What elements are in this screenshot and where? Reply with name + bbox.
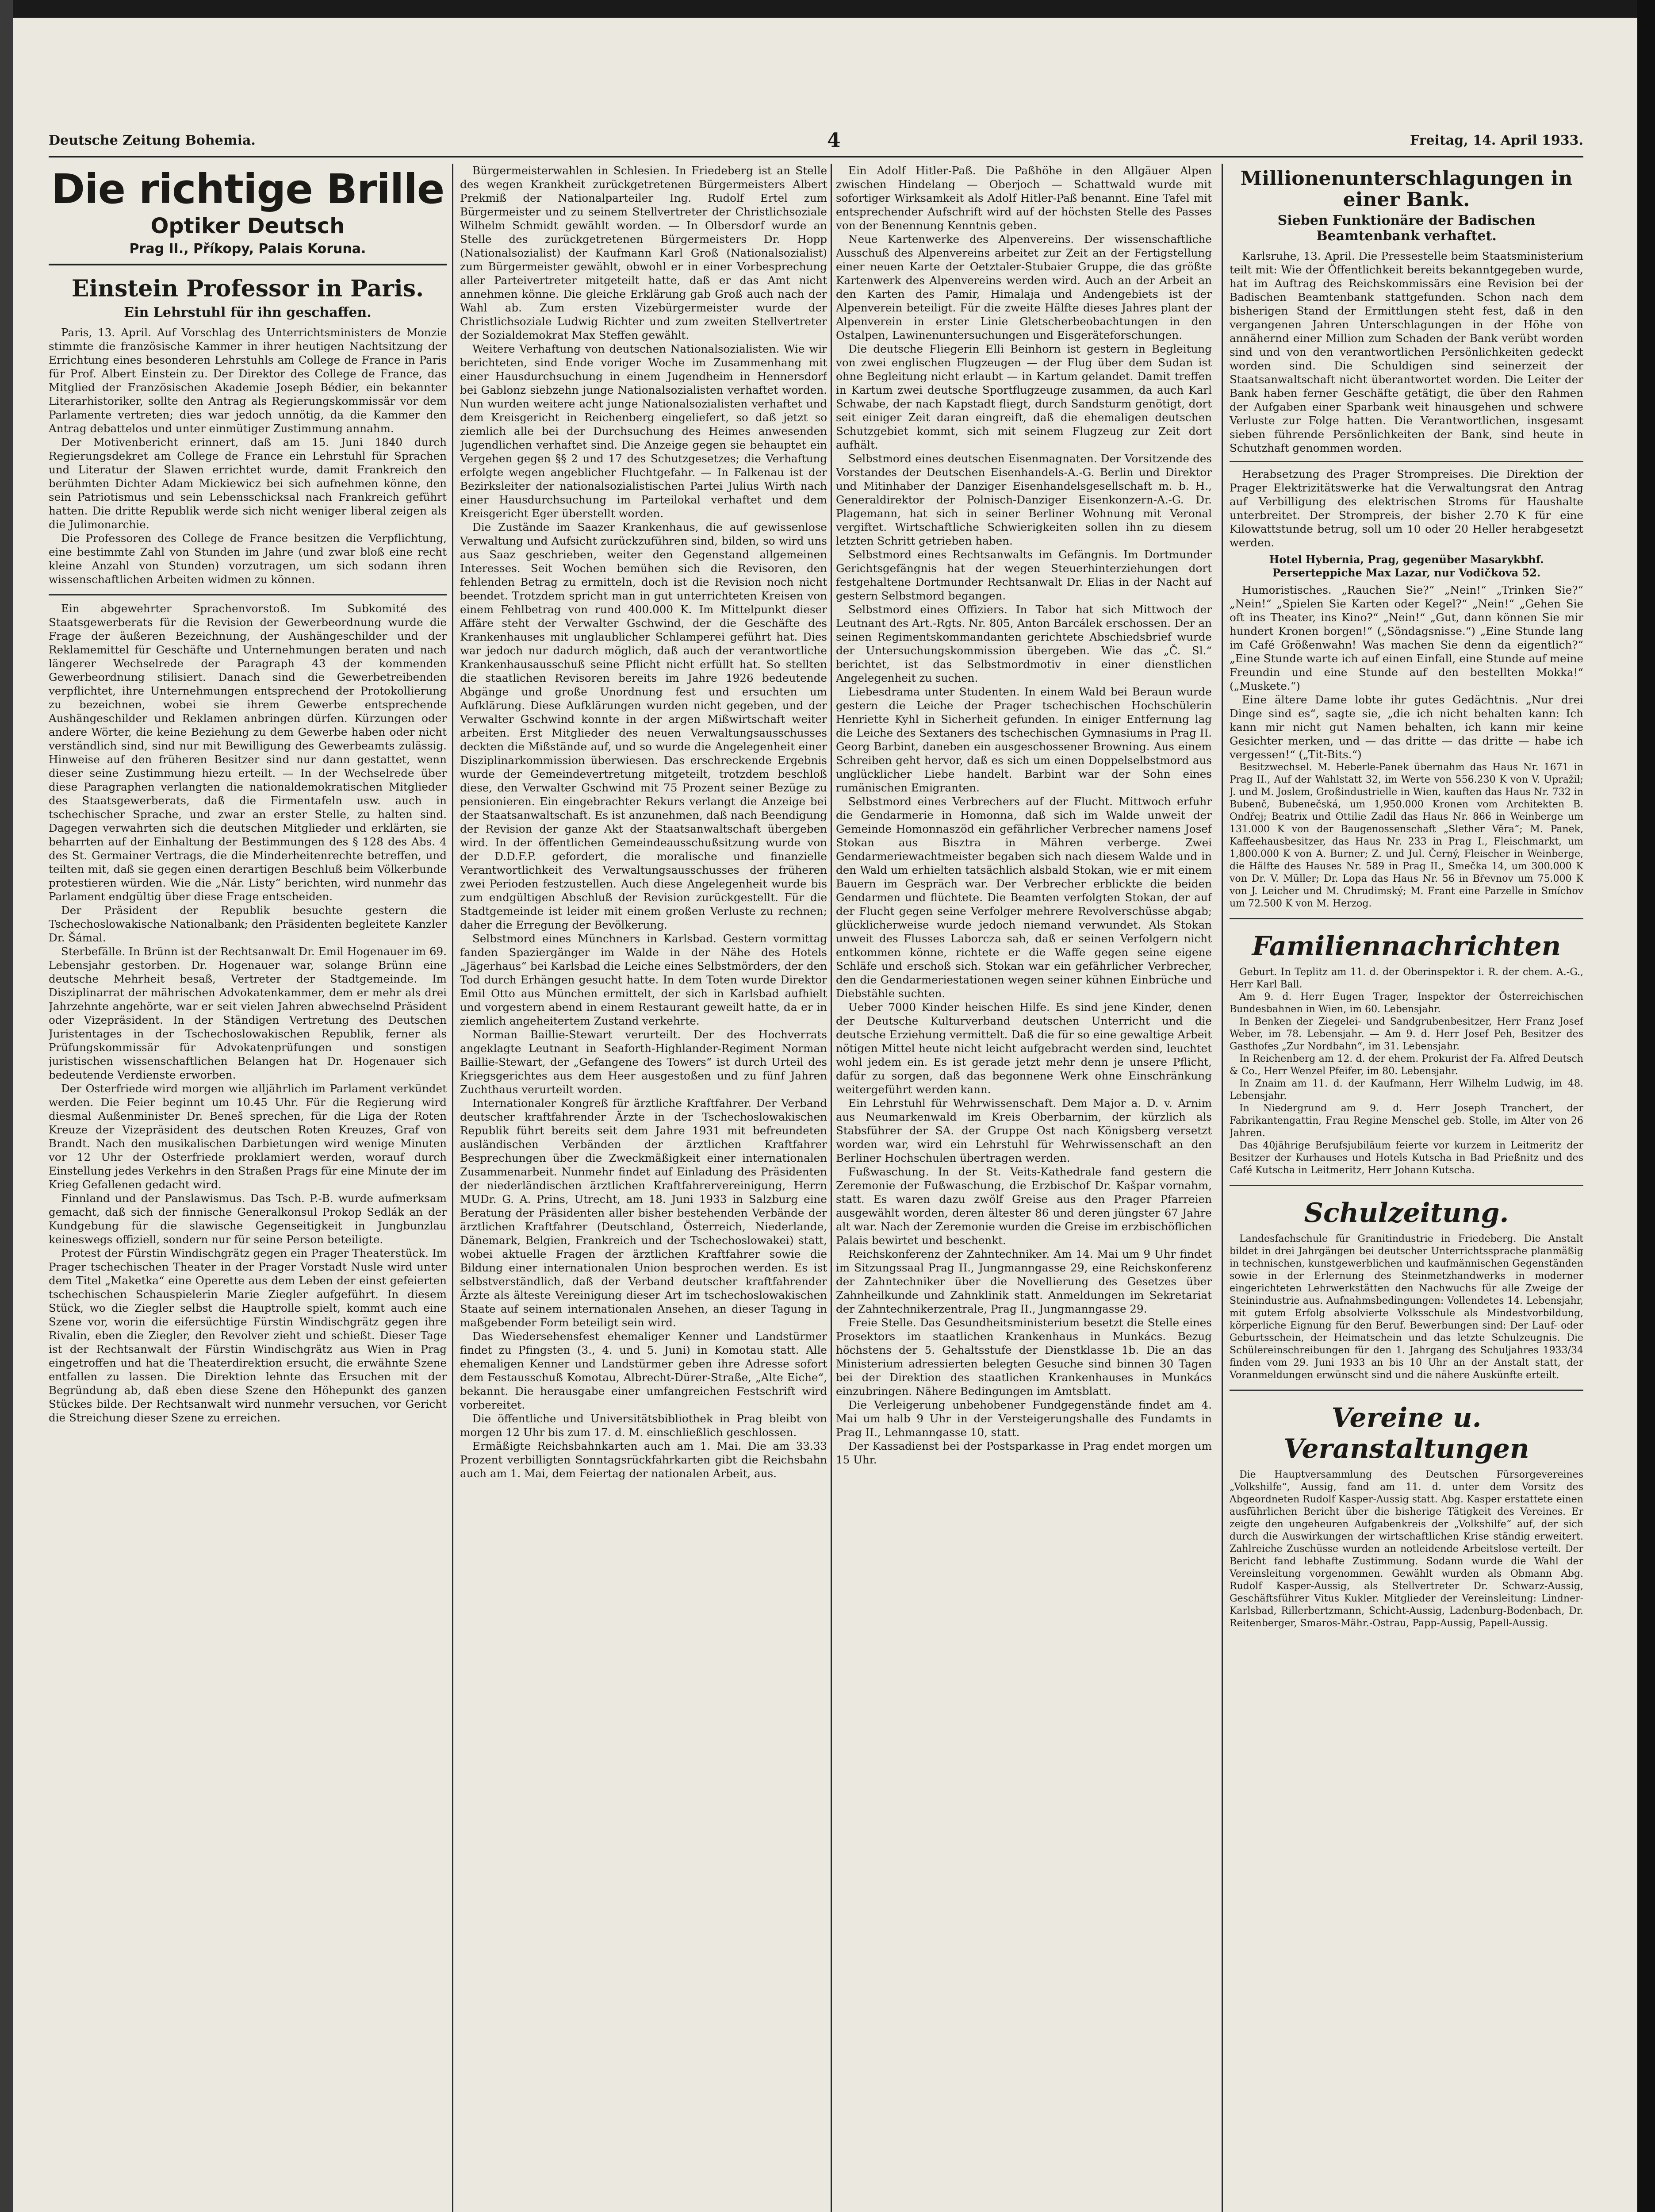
family-notice: Am 9. d. Herr Eugen Trager, Inspektor der Österreichischen Bundesbahnen in Wien, im 60. Lebensjahr. (1230, 991, 1583, 1015)
news-item: Protest der Fürstin Windischgrätz gegen ein Prager Theaterstück. Im Prager tschechischen Theater in der Prager Vorstadt Nusle wird unter dem Titel „Maketka“ eine Operette aus dem Leben der einst gefeierten tschechischen Schauspielerin Marie Ziegler aufgeführt. In diesem Stück, wo die Ziegler selbst die Hauptrolle spielt, kommt auch eine Szene vor, worin die eifersüchtige Fürstin Windischgrätz gegen ihre Rivalin, eben die Ziegler, den Revolver zieht und schießt. Dieser Tage ist der Rechtsanwalt der Fürstin Windischgrätz aus Wien in Prag eingetroffen und hat die Theaterdirektion ersucht, die erwähnte Szene entfallen zu lassen. Die Direktion lehnte das Ersuchen mit der Begründung ab, daß eben diese Szene den Höhepunkt des ganzen Stückes bilde. Der Rechtsanwalt wird nunmehr versuchen, vor Gericht die Streichung dieser Szene zu erreichen. (49, 1246, 447, 1424)
column-1 (49, 164, 447, 2212)
advertisement-line: Hotel Hybernia, Prag, gegenüber Masarykbhf. Perserteppiche Max Lazar, nur Vodičkova 52. (1269, 553, 1544, 579)
article-subheadline: Sieben Funktionäre der Badischen Beamtenbank verhaftet. (1277, 212, 1536, 244)
article-paragraph: Karlsruhe, 13. April. Die Pressestelle beim Staatsministerium teilt mit: Wie der Öffentlichkeit bereits bekanntgegeben wurde, hat im Auftrag des Reichskommissärs eine Revision bei der Badischen Beamtenbank stattgefunden. Schon nach dem bisherigen Stand der Ermittlungen steht fest, daß in den vergangenen Jahren Unterschlagungen in der Höhe von annähernd einer Million zum Schaden der Bank verübt worden sind und von den verantwortlichen Persönlichkeiten gedeckt worden sind. Die Schuldigen sind seinerzeit der Staatsanwaltschaft nicht überantwortet worden. Die Leiter der Bank haben ferner Geschäfte getätigt, die über den Rahmen der Aufgaben einer Sparbank weit hinausgehen und schwere Verluste zur Folge hatten. Die Verantwortlichen, insgesamt sieben führende Persönlichkeiten der Bank, sind heute in Schutzhaft genommen worden. (1230, 249, 1583, 454)
news-item: Selbstmord eines deutschen Eisenmagnaten. Der Vorsitzende des Vorstandes der Deutschen Eisenhandels-A.-G. Berlin und Direktor und Mitinhaber der Danziger Eisenhandelsgesellschaft m. b. H., Generaldirektor der Polnisch-Danziger Eisenkonzern-A.-G. Dr. Plagemann, hat sich in seiner Berliner Wohnung mit Veronal vergiftet. Wirtschaftliche Schwierigkeiten sollen ihn zu diesem letzten Schritt getrieben haben. (836, 452, 1212, 547)
issue-date: Freitag, 14. April 1933. (1410, 133, 1583, 148)
news-item: Ein Lehrstuhl für Wehrwissenschaft. Dem Major a. D. v. Arnim aus Neumarkenwald im Kreis Oberbarnim, der kürzlich als Stabsführer der SA. der Gruppe Ost nach Königsberg versetzt worden war, wird ein Lehrstuhl für Wehrwissenschaft an den Berliner Hochschulen übertragen werden. (836, 1097, 1212, 1164)
paper-name: Deutsche Zeitung Bohemia. (49, 133, 256, 148)
article-paragraph: Paris, 13. April. Auf Vorschlag des Unterrichtsministers de Monzie stimmte die französische Kammer in ihrer heutigen Nachtsitzung der Errichtung eines besonderen Lehrstuhls am College de France in Paris für Prof. Albert Einstein zu. Der Direktor des College de France, das Mitglied der Französischen Akademie Joseph Bédier, ein bekannter Literarhistoriker, sollte den Antrag als Regierungskommissär vor dem Parlamente vertreten; dies war jedoch unnötig, da die Kammer den Antrag debattelos und unter einmütiger Zustimmung annahm. (49, 326, 447, 435)
news-item: Reichskonferenz der Zahntechniker. Am 14. Mai um 9 Uhr findet im Sitzungssaal Prag II., Jungmanngasse 29, eine Reichskonferenz der Zahntechniker über die Novellierung des Gesetzes über Zahnheilkunde und Zahnklinik statt. Anmeldungen im Sekretariat der Zahntechnikerzentrale, Prag II., Jungmanngasse 29. (836, 1248, 1212, 1315)
optician-advertisement (49, 164, 447, 265)
news-item: Die öffentliche und Universitätsbibliothek in Prag bleibt von morgen 12 Uhr bis zum 17. d. M. einschließlich geschlossen. (460, 1412, 827, 1439)
ad-subtitle: Optiker Deutsch (150, 213, 345, 238)
news-item: Selbstmord eines Münchners in Karlsbad. Gestern vormittag fanden Spaziergänger im Walde in der Nähe des Hotels „Jägerhaus“ bei Karlsbad die Leiche eines Selbstmörders, der den Tod durch Erhängen gesucht hatte. In dem Toten wurde Direktor Emil Otto aus München ermittelt, der sich in Karlsbad aufhielt und vorgestern abend in einem Restaurant geweilt hatte, da er in ziemlich angeheitertem Zustand verkehrte. (460, 932, 827, 1027)
column-3 (836, 164, 1212, 2212)
news-item: Internationaler Kongreß für ärztliche Kraftfahrer. Der Verband deutscher kraftfahrender Ärzte in der Tschechoslowakischen Republik führt bereits seit dem Jahre 1931 mit befreundeten ausländischen Verbänden der ärztlichen Kraftfahrer Besprechungen über die Zweckmäßigkeit einer internationalen Zusammenarbeit. Nunmehr findet auf Einladung des Präsidenten der niederländischen ärztlichen Kraftfahrervereinigung, Herrn MUDr. G. A. Prins, Utrecht, am 18. Juni 1933 in Salzburg eine Beratung der Präsidenten aller bisher bestehenden Verbände der ärztlichen Kraftfahrer (Deutschland, Österreich, Niederlande, Dänemark, Belgien, Frankreich und der Tschechoslowakei) statt, wobei aktuelle Fragen der ärztlichen Kraftfahrer sowie die Bildung einer internationalen Union besprochen werden. Es ist selbstverständlich, daß der Verband deutscher kraftfahrender Ärzte als älteste Vereinigung dieser Art im tschechoslowakischen Staate auf seinem internationalen Ansehen, an dieser Tagung in maßgebender Form beteiligt sein wird. (460, 1097, 827, 1329)
school-notice: Landesfachschule für Granitindustrie in Friedeberg. Die Anstalt bildet in drei Jahrgängen bei deutscher Unterrichtssprache planmäßig in technischen, kunstgewerblichen und kaufmännischen Gegenständen sowie in der Erlernung des Steinmetzhandwerks in moderner eingerichteten Lehrwerkstätten den Nachwuchs für alle Zweige der Steinindustrie aus. Aufnahmsbedingungen: Vollendetes 14. Lebensjahr, mit gutem Erfolg absolvierte Volksschule als Mindestvorbildung, körperliche Eignung für den Beruf. Bewerbungen sind: Der Lauf- oder Geburtsschein, der Heimatschein und das letzte Schulzeugnis. Die Schülereinschreibungen für den 1. Jahrgang des Schuljahres 1933/34 finden vom 29. Juni 1933 an bis 10 Uhr an der Anstalt statt, der Voranmeldungen erwünscht sind und die nähere Auskünfte erteilt. (1230, 1233, 1583, 1381)
event-notice: Die Hauptversammlung des Deutschen Fürsorgevereines „Volkshilfe“, Aussig, fand am 11. d. unter dem Vorsitz des Abgeordneten Rudolf Kasper-Aussig statt. Abg. Kasper erstattete einen ausführlichen Bericht über die bisherige Tätigkeit des Vereines. Er zeigte den ungeheuren Aufgabenkreis der „Volkshilfe“ auf, der sich durch die Auswirkungen der wirtschaftlichen Krise ständig erweitert. Zahlreiche Zuschüsse wurden an notleidende Arbeitslose verteilt. Der Bericht fand lebhafte Zustimmung. Sodann wurde die Wahl der Vereinsleitung vorgenommen. Gewählt wurden als Obmann Abg. Rudolf Kasper-Aussig, als Stellvertreter Dr. Schwarz-Aussig, Geschäftsführer Vitus Kukler. Mitglieder der Vereinsleitung: Lindner-Karlsbad, Rillerbertzmann, Schicht-Aussig, Ladenburg-Bodenbach, Dr. Reitenberger, Smaros-Mähr.-Ostrau, Papp-Aussig, Papell-Aussig. (1230, 1469, 1583, 1629)
section-rule (1230, 1185, 1583, 1186)
news-item: Das Wiedersehensfest ehemaliger Kenner und Landstürmer findet zu Pfingsten (3., 4. und 5. Juni) in Komotau statt. Alle ehemaligen Kenner und Landstürmer geben ihre Adresse sofort dem Festausschuß Komotau, Albrecht-Dürer-Straße, „Alte Eiche“, bekannt. Die herausgabe einer umfangreichen Festschrift wird vorbereitet. (460, 1330, 827, 1411)
humor-item: Humoristisches. „Rauchen Sie?“ „Nein!“ „Trinken Sie?“ „Nein!“ „Spielen Sie Karten oder Kegel?“ „Nein!“ „Gehen Sie oft ins Theater, ins Kino?“ „Nein!“ „Gut, dann können Sie mir hundert Kronen borgen!“ („Söndagsnisse.“) „Eine Stunde lang im Café Größenwahn! Was machen Sie denn da eigentlich?“ „Eine Stunde warte ich auf einen Einfall, eine Stunde auf meine Freundin und eine Stunde auf den bestellten Mokka!“ („Muskete.“) (1230, 583, 1583, 692)
family-notice: Geburt. In Teplitz am 11. d. der Oberinspektor i. R. der chem. A.-G., Herr Karl Ball. (1230, 966, 1583, 990)
news-item: Selbstmord eines Offiziers. In Tabor hat sich Mittwoch der Leutnant des Art.-Rgts. Nr. 805, Anton Barcálek erschossen. Der an seinen Regimentskommandanten gerichtete Abschiedsbrief wurde der Untersuchungskommission übergeben. Wie das „Č. Sl.“ berichtet, ist das Selbstmordmotiv in einer dienstlichen Angelegenheit zu suchen. (836, 603, 1212, 684)
news-item: Herabsetzung des Prager Strompreises. Die Direktion der Prager Elektrizitätswerke hat die Verwaltungsrat den Antrag auf Verbilligung des elektrischen Stroms für Haushalte unterbreitet. Der Strompreis, der bisher 2.70 K für eine Kilowattstunde betrug, soll um 10 oder 20 Heller herabgesetzt werden. (1230, 467, 1583, 549)
family-notice: In Znaim am 11. d. der Kaufmann, Herr Wilhelm Ludwig, im 48. Lebensjahr. (1230, 1078, 1583, 1102)
news-item: Ein Adolf Hitler-Paß. Die Paßhöhe in den Allgäuer Alpen zwischen Hindelang — Oberjoch — Schattwald wurde mit sofortiger Wirksamkeit als Adolf Hitler-Paß benannt. Eine Tafel mit entsprechender Aufschrift wird auf der höchsten Stelle des Passes von der Benennung Kenntnis geben. (836, 164, 1212, 232)
article-paragraph: Die Professoren des College de France besitzen die Verpflichtung, eine bestimmte Zahl von Stunden im Jahre (und zwar bloß eine recht kleine Anzahl von Stunden) vorzutragen, um sich sodann ihren wissenschaftlichen Arbeiten widmen zu können. (49, 531, 447, 586)
header-rule (49, 156, 1583, 157)
section-heading: Familiennachrichten (1252, 930, 1561, 962)
family-notice: In Niedergrund am 9. d. Herr Joseph Tranchert, der Fabrikantengattin, Frau Regine Menschel geb. Stolle, im Alter von 26 Jahren. (1230, 1102, 1583, 1139)
scan-edge-left (0, 0, 13, 2212)
news-item: Bürgermeisterwahlen in Schlesien. In Friedeberg ist an Stelle des wegen Krankheit zurückgetretenen Bürgermeisters Albert Prekmiß der Nationalparteiler Ing. Rudolf Ertel zum Bürgermeister und zu seinem Stellvertreter der Christlichsoziale Wilhelm Schmidt gewählt worden. — In Olbersdorf wurde an Stelle des zurückgetretenen Bürgermeisters Dr. Hopp (Nationalsozialist) der Kaufmann Karl Groß (Nationalsozialist) zum Bürgermeister gewählt, obwohl er in einer Vorbesprechung aller Parteivertreter mitgeteilt hatte, daß er das Amt nicht annehmen könne. Die gleiche Erklärung gab Groß auch nach der Wahl ab. Zum ersten Vizebürgermeister wurde der Christlichsoziale Ludwig Richter und zum zweiten Stellvertreter der Sozialdemokrat Max Steffen gewählt. (460, 164, 827, 342)
ad-title: Die richtige Brille (51, 165, 444, 213)
family-notice: In Reichenberg am 12. d. der ehem. Prokurist der Fa. Alfred Deutsch & Co., Herr Wenzel Pfeifer, im 80. Lebensjahr. (1230, 1053, 1583, 1077)
article-paragraph: Der Motivenbericht erinnert, daß am 15. Juni 1840 durch Regierungsdekret am College de France ein Lehrstuhl für Sprachen und Literatur der Slawen errichtet wurde, damit Frankreich den berühmten Dichter Adam Mickiewicz bei sich aufnehmen könne, den sein Patriotismus und sein Lebensschicksal nach Frankreich geführt hatten. Die dritte Republik werde sich nicht weniger liberal zeigen als die Julimonarchie. (49, 435, 447, 531)
news-item: Norman Baillie-Stewart verurteilt. Der des Hochverrats angeklagte Leutnant in Seaforth-Highlander-Regiment Norman Baillie-Stewart, der „Gefangene des Towers“ ist durch Urteil des Kriegsgerichtes aus dem Heer ausgestoßen und zu fünf Jahren Zuchthaus verurteilt worden. (460, 1028, 827, 1096)
news-item: Der Kassadienst bei der Postsparkasse in Prag endet morgen um 15 Uhr. (836, 1440, 1212, 1466)
column-divider (452, 164, 453, 2212)
section-heading: Vereine u. Veranstaltungen (1283, 1402, 1529, 1464)
news-item: Die Verleigerung unbehobener Fundgegenstände findet am 4. Mai um halb 9 Uhr in der Versteigerungshalle des Fundamts in Prag II., Lehmanngasse 10, statt. (836, 1398, 1212, 1439)
page-number: 4 (827, 129, 841, 152)
news-item: Weitere Verhaftung von deutschen Nationalsozialisten. Wie wir berichteten, sind Ende voriger Woche im Zusammenhang mit einer Hausdurchsuchung in einem Jugendheim in Hennersdorf bei Gablonz siebzehn junge Nationalsozialisten verhaftet worden. Nun wurden weitere acht junge Nationalsozialisten verhaftet und dem Kreisgericht in Reichenberg eingeliefert, so daß jetzt so ziemlich alle bei der Durchsuchung des Heimes anwesenden Jugendlichen verhaftet sind. Die Anzeige gegen sie behauptet ein Vergehen gegen §§ 2 und 17 des Schutzgesetzes; die Verhaftung erfolgte wegen angeblicher Fluchtgefahr. — In Falkenau ist der Bezirksleiter der nationalsozialistischen Partei Julius Wirth nach einer Hausdurchsuchung im Parteilokal verhaftet und dem Kreisgericht Eger überstellt worden. (460, 342, 827, 520)
news-item: Selbstmord eines Rechtsanwalts im Gefängnis. Im Dortmunder Gerichtsgefängnis hat der wegen Steuerhinterziehungen dort festgehaltene Dortmunder Rechtsanwalt Dr. Elias in der Nacht auf gestern Selbstmord begangen. (836, 548, 1212, 602)
section-rule (1230, 1390, 1583, 1391)
scan-edge-right (1637, 0, 1655, 2212)
news-item: Liebesdrama unter Studenten. In einem Wald bei Beraun wurde gestern die Leiche der Prager tschechischen Hochschülerin Henriette Kyhl in Sicherheit gefunden. In einiger Entfernung lag die Leiche des Sextaners des tschechischen Gymnasiums in Prag II. Georg Barbint, daneben ein ausgeschossener Browning. Aus einem Schreiben geht hervor, daß es sich um einen Doppelselbstmord aus unglücklicher Liebe handelt. Barbint war der Sohn eines rumänischen Emigranten. (836, 685, 1212, 794)
section-rule (1230, 461, 1583, 462)
news-item: Neue Kartenwerke des Alpenvereins. Der wissenschaftliche Ausschuß des Alpenvereins arbeitet zur Zeit an der Fertigstellung einer neuen Karte der Oetztaler-Stubaier Gruppe, die das größte Kartenwerk des Alpenvereins werden wird. Auch an der Arbeit an den Karten des Pamir, Himalaja und Andengebiets ist der Alpenverein beteiligt. Für die zweite Hälfte dieses Jahres plant der Alpenverein in erster Linie Gletscherbeobachtungen in den Ostalpen, Lawinenuntersuchungen und Eisgeräteforschungen. (836, 233, 1212, 342)
news-item: Sterbefälle. In Brünn ist der Rechtsanwalt Dr. Emil Hogenauer im 69. Lebensjahr gestorben. Dr. Hogenauer war, solange Brünn eine deutsche Mehrheit besaß, Vertreter der Stadtgemeinde. Im Disziplinarrat der mährischen Advokatenkammer, dem er mehr als drei Jahrzehnte angehörte, war er seit vielen Jahren abwechselnd Präsident oder Vizepräsident. In der Ständigen Vertretung des Deutschen Juristentages in der Tschechoslowakischen Republik, ferner als Prüfungskommissär für Advokatenprüfungen und sonstigen juristischen wissenschaftlichen Belangen hat Dr. Hogenauer sich bedeutende Verdienste erworben. (49, 945, 447, 1081)
section-rule (1230, 918, 1583, 919)
column-divider (1222, 164, 1223, 2212)
scan-edge-top (0, 0, 1655, 18)
article-headline: Millionenunterschlagungen in einer Bank. (1240, 167, 1573, 211)
news-item: Selbstmord eines Verbrechers auf der Flucht. Mittwoch erfuhr die Gendarmerie in Homonna, daß sich im Walde unweit der Gemeinde Homonnaszöd ein gefährlicher Verbrecher namens Josef Stokan aus Bisztra in Mähren verberge. Zwei Gendarmeriewachtmeister begaben sich nach diesem Walde und in den Wald um erhielten tatsächlich alsbald Stokan, wie er mit einem Bauern im Gespräch war. Der Verbrecher erblickte die beiden Gendarmen und flüchtete. Die Beamten verfolgten Stokan, der auf der Flucht gegen seine Verfolger mehrere Revolverschüsse abgab; glücklicherweise wurde jedoch niemand verwundet. Als Stokan unweit des Flusses Laborcza sah, daß er seinen Verfolgern nicht entkommen könne, richtete er die Waffe gegen seine eigene Schläfe und erschoß sich. Stokan war ein gefährlicher Verbrecher, den die Gendarmeriestationen wegen seiner kühnen Einbrüche und Diebstähle suchten. (836, 795, 1212, 1000)
news-item: Der Osterfriede wird morgen wie alljährlich im Parlament verkündet werden. Die Feier beginnt um 10.45 Uhr. Für die Regierung wird diesmal Außenminister Dr. Beneš sprechen, für die Liga der Roten Kreuze der Vizepräsident des deutschen Roten Kreuzes, Graf von Brandt. Nach den musikalischen Darbietungen wird wenige Minuten vor 12 Uhr der Osterfriede proklamiert werden, worauf durch Einstellung jedes Verkehrs in den Straßen Prags für eine Minute der im Krieg Gefallenen gedacht wird. (49, 1082, 447, 1191)
page-header (49, 129, 1583, 152)
news-item: Ueber 7000 Kinder heischen Hilfe. Es sind jene Kinder, denen der Deutsche Kulturverband deutschen Unterricht und die deutsche Erziehung vermittelt. Daß die für so eine gewaltige Arbeit nötigen Mittel heute nicht leicht aufgebracht werden sind, leuchtet wohl jedem ein. Es ist gerade jetzt mehr denn je unsere Pflicht, dafür zu sorgen, daß das begonnene Werk ohne Einschränkung weitergeführt werden kann. (836, 1001, 1212, 1096)
news-item: Ermäßigte Reichsbahnkarten auch am 1. Mai. Die am 33.33 Prozent verbilligten Sonntagsrückfahrkarten gibt die Reichsbahn auch am 1. Mai, dem Feiertag der nationalen Arbeit, aus. (460, 1440, 827, 1480)
section-rule (49, 594, 447, 595)
article-headline: Einstein Professor in Paris. (71, 275, 424, 302)
news-item: Der Präsident der Republik besuchte gestern die Tschechoslowakische Nationalbank; den Präsidenten begleitete Kanzler Dr. Šámal. (49, 903, 447, 944)
news-item: Ein abgewehrter Sprachenvorstoß. Im Subkomité des Staatsgewerberats für die Revision der Gewerbeordnung wurde die Frage der äußeren Bezeichnung, der Aushängeschilder und der Reklamemittel für Geschäfte und Unternehmungen beraten und nach längerer Wechselrede der Paragraph 43 der kommenden Gewerbeordnung stilisiert. Danach sind die Gewerbetreibenden verpflichtet, ihre Unternehmungen entsprechend der Protokollierung zu bezeichnen, wobei sie ihrem Gewerbe entsprechende Aushängeschilder und Reklamen anbringen dürfen. Kürzungen oder andere Wörter, die keine Beziehung zu dem Gewerbe haben oder nicht verständlich sind, sind nur mit Bewilligung des Gewerbeamts zulässig. Hinweise auf den früheren Besitzer sind nur dann gestattet, wenn dieser seine Zustimmung hiezu erteilt. — In der Wechselrede über diese Paragraphen verlangten die nationaldemokratischen Mitglieder des Staatsgewerberats, daß die Firmentafeln usw. auch in tschechischer Sprache, und zwar an erster Stelle, zu halten sind. Dagegen verwahrten sich die deutschen Mitglieder und erklärten, sie beharrten auf der Einhaltung der Bestimmungen des § 128 des Abs. 4 des St. Germainer Vertrags, die die Minderheitenrechte betreffen, und teilten mit, daß sie gegen einen derartigen Beschluß beim Völkerbunde protestieren würden. Wie die „Nár. Listy“ berichten, wird nunmehr das Parlament endgültig über diese Frage entscheiden. (49, 602, 447, 903)
family-notice: Das 40jährige Berufsjubiläum feierte vor kurzem in Leitmeritz der Besitzer der Kurhauses und Hotels Kutscha in Bad Prießnitz und des Café Kutscha in Leitmeritz, Herr Johann Kutscha. (1230, 1140, 1583, 1176)
news-item: Fußwaschung. In der St. Veits-Kathedrale fand gestern die Zeremonie der Fußwaschung, die Erzbischof Dr. Kašpar vornahm, statt. Es waren dazu zwölf Greise aus den Prager Pfarreien ausgewählt worden, deren ältester 86 und deren jüngster 67 Jahre alt war. Nach der Zeremonie wurden die Greise im erzbischöflichen Palais bewirtet und beschenkt. (836, 1165, 1212, 1247)
news-item: Die Zustände im Saazer Krankenhaus, die auf gewissenlose Verwaltung und Aufsicht zurückzuführen sind, bilden, so wird uns aus Saaz geschrieben, weiter den Gegenstand allgemeinen Interesses. Seit Wochen bemühen sich die Revisoren, den fehlenden Betrag zu ermitteln, doch ist die Revision noch nicht beendet. Trotzdem spricht man in gut unterrichteten Kreisen von einem Fehlbetrag von rund 400.000 K. Im Mittelpunkt dieser Affäre steht der Verwalter Gschwind, der die Geschäfte des Krankenhauses mit unglaublicher Schlamperei geführt hat. Dies war jedoch nur dadurch möglich, daß auch der verantwortliche Krankenhausausschuß seine Pflicht nicht erfüllt hat. So stellten die staatlichen Revisoren bereits im Jahre 1926 bedeutende Abgänge und große Unordnung fest und ersuchten um Aufklärung. Diese Aufklärungen wurden nicht gegeben, und der Verwalter Gschwind konnte in der argen Mißwirtschaft weiter arbeiten. Erst Mitglieder des neuen Verwaltungsausschusses deckten die Mißstände auf, und so wurde die Angelegenheit einer Disziplinarkommission überwiesen. Das erschreckende Ergebnis wurde der Gemeindevertretung mitgeteilt, trotzdem beschloß diese, den Verwalter Gschwind mit 75 Prozent seiner Bezüge zu pensionieren. Ein eingebrachter Rekurs verlangt die Anzeige bei der Staatsanwaltschaft. Es ist anzunehmen, daß nach Beendigung der Revision der ganze Akt der Staatsanwaltschaft übergeben wird. In der öffentlichen Gemeindeausschußsitzung wurde von der D.D.F.P. gefordert, die moralische und finanzielle Verantwortlichkeit des Verwaltungsausschusses der früheren zwei Perioden festzustellen. Auch diese Angelegenheit wurde bis zum endgültigen Abschluß der Revision zurückgestellt. Für die Stadtgemeinde ist leider mit einem großen Verluste zu rechnen; daher die Erregung der Bevölkerung. (460, 521, 827, 931)
column-2 (460, 164, 827, 2212)
column-divider (831, 164, 832, 2212)
article-subheadline: Ein Lehrstuhl für ihn geschaffen. (124, 304, 372, 320)
family-notice: In Benken der Ziegelei- und Sandgrubenbesitzer, Herr Franz Josef Weber, im 78. Lebensjahr. — Am 9. d. Herr Josef Peh, Besitzer des Gasthofes „Zur Nordbahn“, im 31. Lebensjahr. (1230, 1016, 1583, 1052)
news-item: Besitzwechsel. M. Heberle-Panek übernahm das Haus Nr. 1671 in Prag II., Auf der Wahlstatt 32, im Werte von 556.230 K von V. Upražil; J. und M. Joslem, Großindustrielle in Wien, kauften das Haus Nr. 732 in Bubenč, Bubenečská, um 1,950.000 Kronen vom Architekten B. Ondřej; Beatrix und Ottilie Zadil das Haus Nr. 866 in Weinberge um 131.000 K von der Baugenossenschaft „Slether Věra“; M. Panek, Kaffeehausbesitzer, das Haus Nr. 233 in Prag I., Fleischmarkt, um 1,800.000 K von A. Burner; Z. und Jul. Černý, Fleischer in Weinberge, die Hälfte des Hauses Nr. 589 in Prag II., Smečka 14, um 300.000 K von Dr. V. Müller; Dr. Lopa das Haus Nr. 56 in Břevnov um 75.000 K von J. Leicher und M. Chrudimský; M. Frant eine Parzelle in Smíchov um 72.500 K von M. Herzog. (1230, 761, 1583, 909)
column-4 (1230, 164, 1583, 2212)
section-heading: Schulzeitung. (1304, 1197, 1509, 1229)
news-item: Finnland und der Panslawismus. Das Tsch. P.-B. wurde aufmerksam gemacht, daß sich der finnische Generalkonsul Prokop Sedlák an der Kundgebung für die slawische Gegenseitigkeit in Jungbunzlau keineswegs offiziell, sondern nur für seine Person beteiligte. (49, 1191, 447, 1246)
news-item: Die deutsche Fliegerin Elli Beinhorn ist gestern in Begleitung von zwei englischen Flugzeugen — der Flug über dem Sudan ist ohne Begleitung nicht erlaubt — in Kartum gelandet. Damit treffen in Kartum zwei deutsche Sportflugzeuge zusammen, da auch Karl Schwabe, der nach Kapstadt fliegt, durch Sandsturm genötigt, dort seit einiger Zeit daran eingreift, daß die ehemaligen deutschen Schutzgebiet kommt, sich mit seinem Flugzeug zur Zeit dort aufhält. (836, 342, 1212, 451)
ad-address: Prag II., Příkopy, Palais Koruna. (129, 241, 366, 257)
news-item: Freie Stelle. Das Gesundheitsministerium besetzt die Stelle eines Prosektors im staatlichen Krankenhaus in Munkács. Bezug höchstens der 5. Gehaltsstufe der Dienstklasse 1b. Die an das Ministerium adressierten belegten Gesuche sind binnen 30 Tagen bei der Direktion des staatlichen Krankenhauses in Munkács einzubringen. Nähere Bedingungen im Amtsblatt. (836, 1316, 1212, 1398)
humor-item: Eine ältere Dame lobte ihr gutes Gedächtnis. „Nur drei Dinge sind es“, sagte sie, „die ich nicht behalten kann: Ich kann mir nicht gut Namen behalten, ich kann mir keine Gesichter merken, und — das dritte — das dritte — habe ich vergessen!“ („Tit-Bits.“) (1230, 693, 1583, 761)
